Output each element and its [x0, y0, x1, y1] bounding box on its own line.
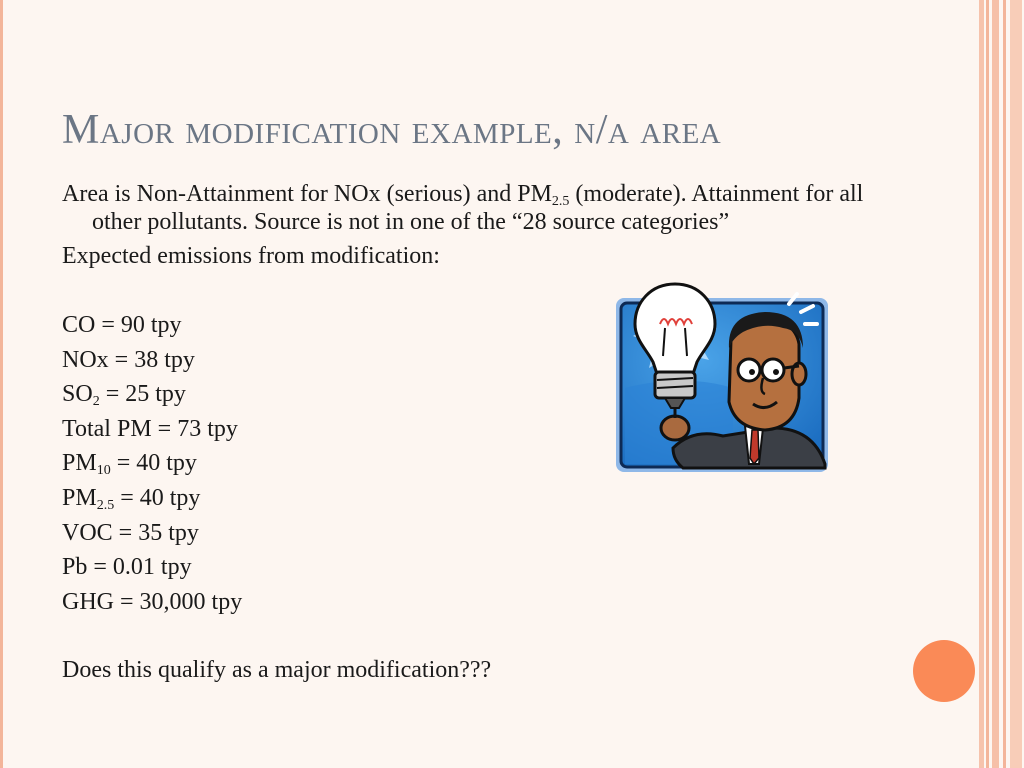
expected-heading: Expected emissions from modification: — [62, 243, 440, 269]
emission-item — [62, 588, 882, 616]
stripe-5 — [1010, 0, 1022, 768]
intro-subscript: 2.5 — [551, 194, 570, 209]
emission-value: = 73 tpy — [151, 415, 238, 442]
emission-label: PM — [62, 450, 97, 477]
stripe-1 — [979, 0, 984, 768]
emission-value: = 40 tpy — [110, 450, 197, 477]
intro-paragraph — [62, 180, 907, 236]
intro-text-1: Area is Non-Attainment for NOx (serious) and PM — [62, 181, 552, 207]
emission-value: = 25 tpy — [99, 381, 186, 408]
emission-label: CO — [62, 312, 96, 338]
emission-item — [62, 484, 882, 512]
stripe-3 — [992, 0, 999, 768]
emission-value: = 35 tpy — [112, 519, 199, 546]
intro-text-2: (moderate). Attainment for all other pollutants. Source is not in one of the “28 source categories” — [92, 181, 864, 235]
emission-subscript: 2.5 — [96, 497, 115, 513]
stripe-2 — [986, 0, 989, 768]
emission-subscript: 2 — [92, 394, 100, 410]
emission-item — [62, 553, 882, 581]
emission-label: Pb — [62, 554, 88, 581]
left-border — [0, 0, 3, 768]
emission-label: GHG — [62, 588, 114, 615]
lightbulb-idea-man-icon — [613, 278, 833, 476]
question-text: Does this qualify as a major modification??? — [62, 657, 492, 684]
slide-title: Major modification example, n/a area — [62, 107, 722, 153]
emission-label: Total PM — [62, 415, 152, 442]
emission-value: = 38 tpy — [108, 346, 195, 373]
emission-value: = 40 tpy — [114, 484, 201, 511]
emission-label: NOx — [62, 346, 109, 373]
emission-subscript: 10 — [96, 463, 111, 479]
emission-label: VOC — [62, 519, 113, 546]
stripe-4 — [1003, 0, 1006, 768]
decorative-circle — [913, 640, 975, 702]
emission-value: = 30,000 tpy — [114, 588, 243, 615]
emission-value: = 0.01 tpy — [87, 554, 192, 581]
emission-item — [62, 519, 882, 547]
emission-label: PM — [62, 484, 97, 511]
emission-label: SO — [62, 381, 93, 408]
emission-value: = 90 tpy — [95, 312, 182, 338]
